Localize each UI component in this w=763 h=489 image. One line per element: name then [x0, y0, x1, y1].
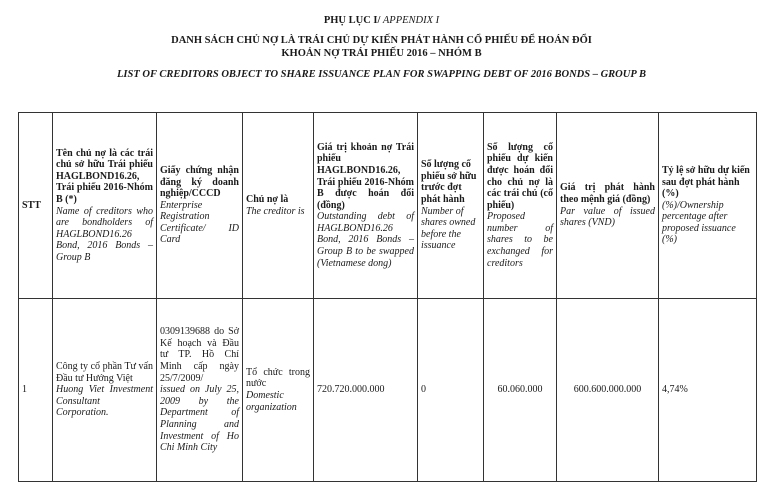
- cell-name: [53, 299, 157, 482]
- header-row: [19, 113, 757, 299]
- cell-stt: 1: [19, 299, 53, 482]
- header-owned-shares-vi: Số lượng cổ phiếu sở hữu trước đợt phát hành: [421, 159, 477, 205]
- heading-en: LIST OF CREDITORS OBJECT TO SHARE ISSUANCE PLAN FOR SWAPPING DEBT OF 2016 BONDS – GROUP B: [116, 69, 646, 80]
- cell-owned-shares: 0: [418, 299, 484, 482]
- cell-certificate: [157, 299, 243, 482]
- header-owned-shares-en: Number of shares owned before the issuance: [421, 205, 476, 252]
- appendix-title-en: APPENDIX I: [380, 15, 440, 26]
- header-certificate: [157, 113, 243, 299]
- cell-par-value: 600.600.000.000: [557, 299, 659, 482]
- table-row: [19, 299, 757, 482]
- header-name: [53, 113, 157, 299]
- cell-name-en: Huong Viet Investment Consultant Corporation.: [56, 384, 153, 419]
- header-name-vi: Tên chủ nợ là các trái chủ sở hữu Trái phiếu HAGLBOND16.26, Trái phiếu 2016-Nhóm B (*): [56, 147, 153, 205]
- header-certificate-vi: Giấy chứng nhận đăng ký doanh nghiệp/CCCD: [160, 164, 239, 200]
- header-creditor-type-en: The creditor is: [246, 205, 305, 217]
- cell-name-vi: Công ty cổ phần Tư vấn Đầu tư Hướng Việt: [56, 361, 153, 384]
- header-name-en: Name of creditors who are bondholders of HAGLBOND16.26 Bond, 2016 Bonds – Group B: [56, 205, 153, 263]
- appendix-title: [0, 14, 763, 27]
- header-owned-shares: [418, 113, 484, 299]
- header-debt: [314, 113, 418, 299]
- cell-certificate-vi: 0309139688 do Sở Kế hoạch và Đầu tư TP. Hồ Chí Minh cấp ngày 25/7/2009/: [160, 326, 239, 384]
- header-stt: [19, 113, 53, 299]
- cell-creditor-type: [243, 299, 314, 482]
- header-swap-shares-en: Proposed number of shares to be exchanged for creditors: [487, 211, 553, 269]
- document-header: [0, 14, 763, 81]
- header-par-value: [557, 113, 659, 299]
- header-ownership-ratio-en: (%)/Ownership percentage after proposed issuance (%): [662, 199, 736, 246]
- header-swap-shares: [484, 113, 557, 299]
- heading-vi-line1: DANH SÁCH CHỦ NỢ LÀ TRÁI CHỦ DỰ KIẾN PHÁT HÀNH CỔ PHIẾU ĐỂ HOÁN ĐỔI: [171, 35, 592, 46]
- header-swap-shares-vi: Số lượng cổ phiếu dự kiến được hoán đổi cho chủ nợ là các trái chủ (cổ phiếu): [487, 141, 553, 211]
- header-debt-vi: Giá trị khoản nợ Trái phiếu HAGLBOND16.26, Trái phiếu 2016-Nhóm B được hoán đổi (đồng): [317, 141, 414, 211]
- header-stt-text: STT: [22, 199, 41, 211]
- cell-creditor-type-vi: Tổ chức trong nước: [246, 366, 310, 390]
- header-par-value-en: Par value of issued shares (VND): [560, 205, 655, 229]
- heading-vi-line2: KHOẢN NỢ TRÁI PHIẾU 2016 – NHÓM B: [281, 48, 482, 59]
- cell-debt: 720.720.000.000: [314, 299, 418, 482]
- header-par-value-vi: Giá trị phát hành theo mệnh giá (đồng): [560, 182, 655, 205]
- header-ownership-ratio: [659, 113, 757, 299]
- header-certificate-en: Enterprise Registration Certificate/ ID Card: [160, 199, 239, 246]
- header-creditor-type: [243, 113, 314, 299]
- cell-ownership-ratio: 4,74%: [659, 299, 757, 482]
- appendix-title-vi: PHỤ LỤC I/: [323, 15, 381, 26]
- cell-swap-shares: 60.060.000: [484, 299, 557, 482]
- header-debt-en: Outstanding debt of HAGLBOND16.26 Bond, 2016 Bonds – Group B to be swapped (Vietnamese dong): [317, 211, 414, 269]
- cell-creditor-type-en: Domestic organization: [246, 390, 297, 413]
- header-creditor-type-vi: Chủ nợ là: [246, 193, 289, 205]
- cell-certificate-en: issued on July 25, 2009 by the Department of Planning and Investment of Ho Chi Minh City: [160, 384, 239, 454]
- creditors-table: [18, 112, 757, 482]
- header-ownership-ratio-vi: Tỷ lệ sở hữu dự kiến sau đợt phát hành (%): [662, 164, 750, 200]
